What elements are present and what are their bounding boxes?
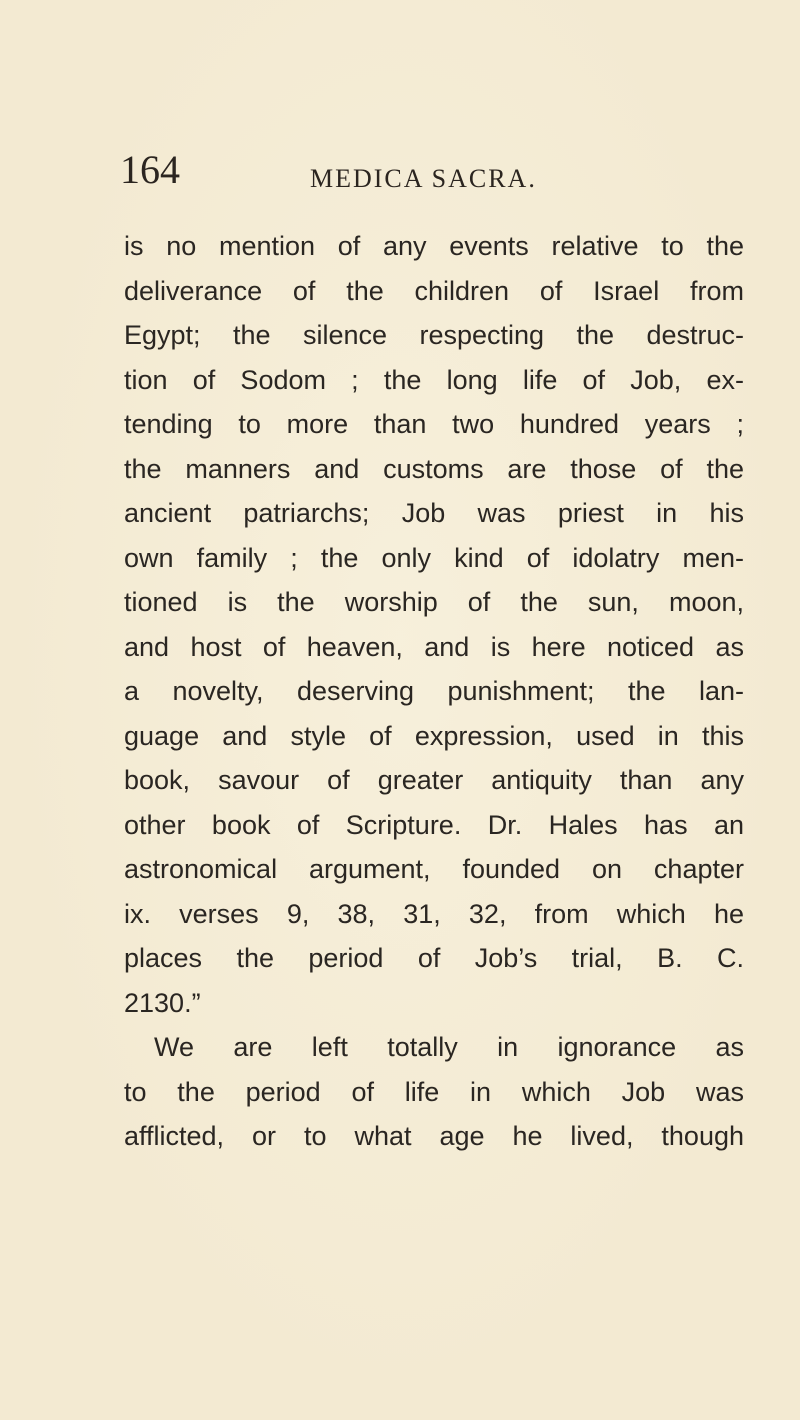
text-line: 2130.”	[124, 987, 201, 1018]
page-number: 164	[120, 147, 180, 192]
text-line: the manners and customs are those of the	[124, 453, 744, 484]
text-line: is no mention of any events relative to the	[124, 231, 744, 261]
text-line: own family ; the only kind of idolatry men-	[124, 542, 744, 573]
text-line: Egypt; the silence respecting the destruc-	[124, 320, 744, 350]
text-line: a novelty, deserving punishment; the lan-	[124, 676, 744, 706]
paragraph-start-line: We are left totally in ignorance as	[154, 1032, 744, 1062]
body-text	[124, 224, 744, 1159]
text-line: afflicted, or to what age he lived, though	[124, 1121, 744, 1151]
text-line: tending to more than two hundred years ;	[124, 409, 744, 439]
page-header	[0, 147, 800, 200]
text-line: tion of Sodom ; the long life of Job, ex-	[124, 364, 744, 395]
text-line: to the period of life in which Job was	[124, 1076, 744, 1107]
text-line: and host of heaven, and is here noticed as	[124, 631, 744, 662]
text-line: guage and style of expression, used in this	[124, 720, 744, 751]
text-line: other book of Scripture. Dr. Hales has an	[124, 809, 744, 840]
text-line: deliverance of the children of Israel from	[124, 275, 744, 306]
text-line: tioned is the worship of the sun, moon,	[124, 587, 744, 617]
text-line: places the period of Job’s trial, B. C.	[124, 943, 744, 973]
text-line: astronomical argument, founded on chapter	[124, 854, 744, 884]
text-line: ancient patriarchs; Job was priest in his	[124, 498, 744, 528]
text-line: book, savour of greater antiquity than any	[124, 765, 744, 795]
running-head: MEDICA SACRA.	[310, 164, 537, 193]
text-line: ix. verses 9, 38, 31, 32, from which he	[124, 898, 744, 929]
